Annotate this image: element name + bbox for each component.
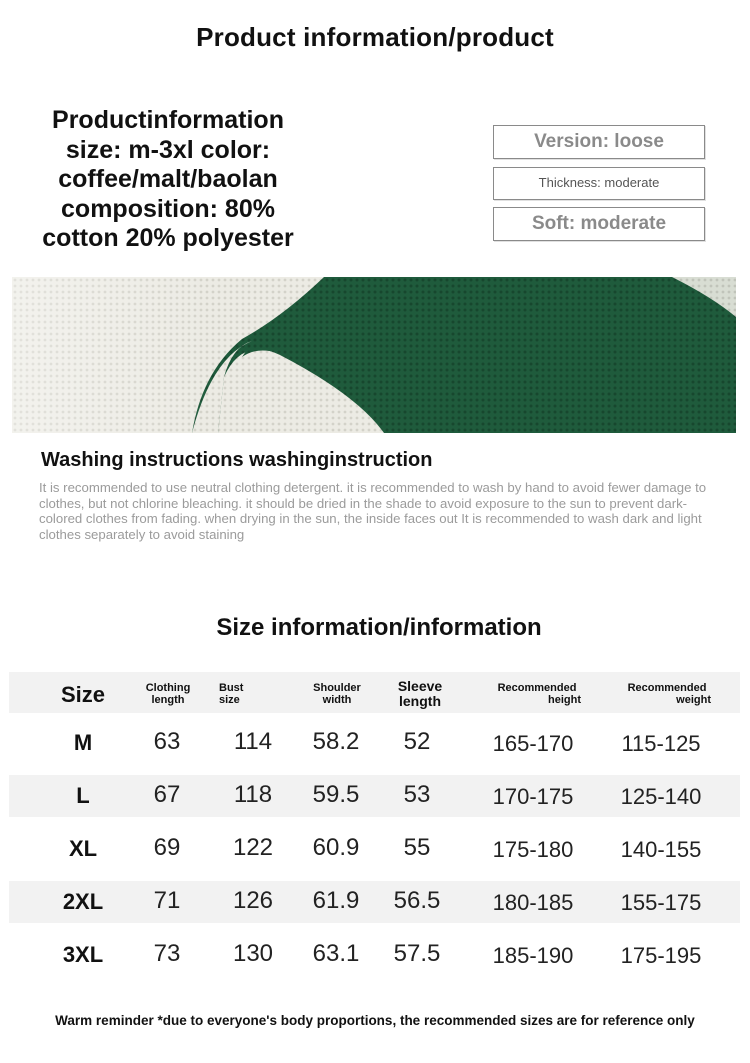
table-row [9,881,740,923]
warm-reminder: Warm reminder *due to everyone's body proportions, the recommended sizes are for reference only [55,1013,695,1028]
cell-bust: 130 [232,940,274,967]
cell-size: 2XL [62,889,104,914]
header-text: length [399,693,441,709]
cell-sleeve: 53 [403,781,431,808]
cell-weight: 155-175 [620,890,702,915]
header-text: height [548,694,581,706]
cell-size: M [73,730,93,755]
header-text: width [322,694,352,706]
header-bust-size [219,682,259,706]
cell-sleeve: 56.5 [393,887,441,914]
cell-shoulder: 60.9 [312,834,360,861]
cell-height: 180-185 [492,890,574,915]
product-info-line: coffee/malt/baolan [58,165,278,193]
washing-title: Washing instructions washinginstruction [41,449,433,471]
cell-weight: 175-195 [620,943,702,968]
header-text: length [151,694,185,706]
spec-thickness: Thickness: moderate [493,167,705,200]
spec-softness: Soft: moderate [493,207,705,241]
cell-size: L [76,783,90,808]
cell-sleeve: 55 [403,834,431,861]
cell-bust: 126 [232,887,274,914]
header-text: Clothing [145,682,191,694]
header-text: weight [676,694,711,706]
header-text: size [219,694,240,706]
cell-clothing-length: 73 [153,940,181,967]
table-row [9,775,740,817]
header-sleeve-length [389,679,451,709]
table-row [9,722,740,764]
cell-height: 175-180 [492,837,574,862]
cell-weight: 115-125 [621,731,701,756]
cell-bust: 114 [233,728,273,755]
page-title: Product information/product [196,22,554,52]
header-clothing-length [136,682,200,706]
table-row [9,828,740,870]
size-table-header [9,672,740,713]
cell-weight: 125-140 [620,784,702,809]
product-info-line: Productinformation [52,106,284,134]
cell-bust: 118 [233,781,273,808]
spec-version: Version: loose [493,125,705,159]
product-info-line: composition: 80% [61,194,275,223]
cell-sleeve: 57.5 [393,940,441,967]
table-row [9,934,740,976]
header-size: Size [60,682,106,707]
header-text: Shoulder [313,682,361,694]
header-text: Recommended [497,682,577,694]
cell-height: 185-190 [492,943,574,968]
header-shoulder-width [301,682,373,706]
header-text: Bust [219,682,244,694]
size-table-title: Size information/information [216,614,542,641]
cell-clothing-length: 67 [153,781,181,808]
header-text: Recommended [627,682,707,694]
product-info-line: size: m-3xl color: [65,135,271,164]
cell-shoulder: 61.9 [312,887,360,914]
cell-clothing-length: 71 [153,887,181,914]
cell-weight: 140-155 [620,837,702,862]
cell-clothing-length: 69 [153,834,181,861]
cell-shoulder: 63.1 [312,940,360,967]
header-text: Sleeve [397,678,443,694]
header-recommended-weight [617,682,717,706]
cell-clothing-length: 63 [153,728,181,755]
cell-sleeve: 52 [403,728,431,755]
cell-height: 170-175 [492,784,574,809]
washing-text: It is recommended to use neutral clothing detergent. it is recommended to wash by hand to avoid fewer damage to clothes, but not chlorine bleaching. it should be dried in the shade to avoid exposure to the sun to prevent dark-colored clothes from fading. when drying in the sun, the inside faces out It is recommended to wash dark and light clothes separately to avoid staining [39,480,707,542]
cell-size: 3XL [62,942,104,967]
cell-height: 165-170 [492,731,574,756]
cell-shoulder: 58.2 [312,728,360,755]
cell-shoulder: 59.5 [312,781,360,808]
header-recommended-height [487,682,587,706]
cell-bust: 122 [232,834,274,861]
cell-size: XL [68,836,98,861]
product-info [22,106,314,254]
fabric-closeup-image [12,277,736,433]
product-info-line: cotton 20% polyester [42,224,294,252]
